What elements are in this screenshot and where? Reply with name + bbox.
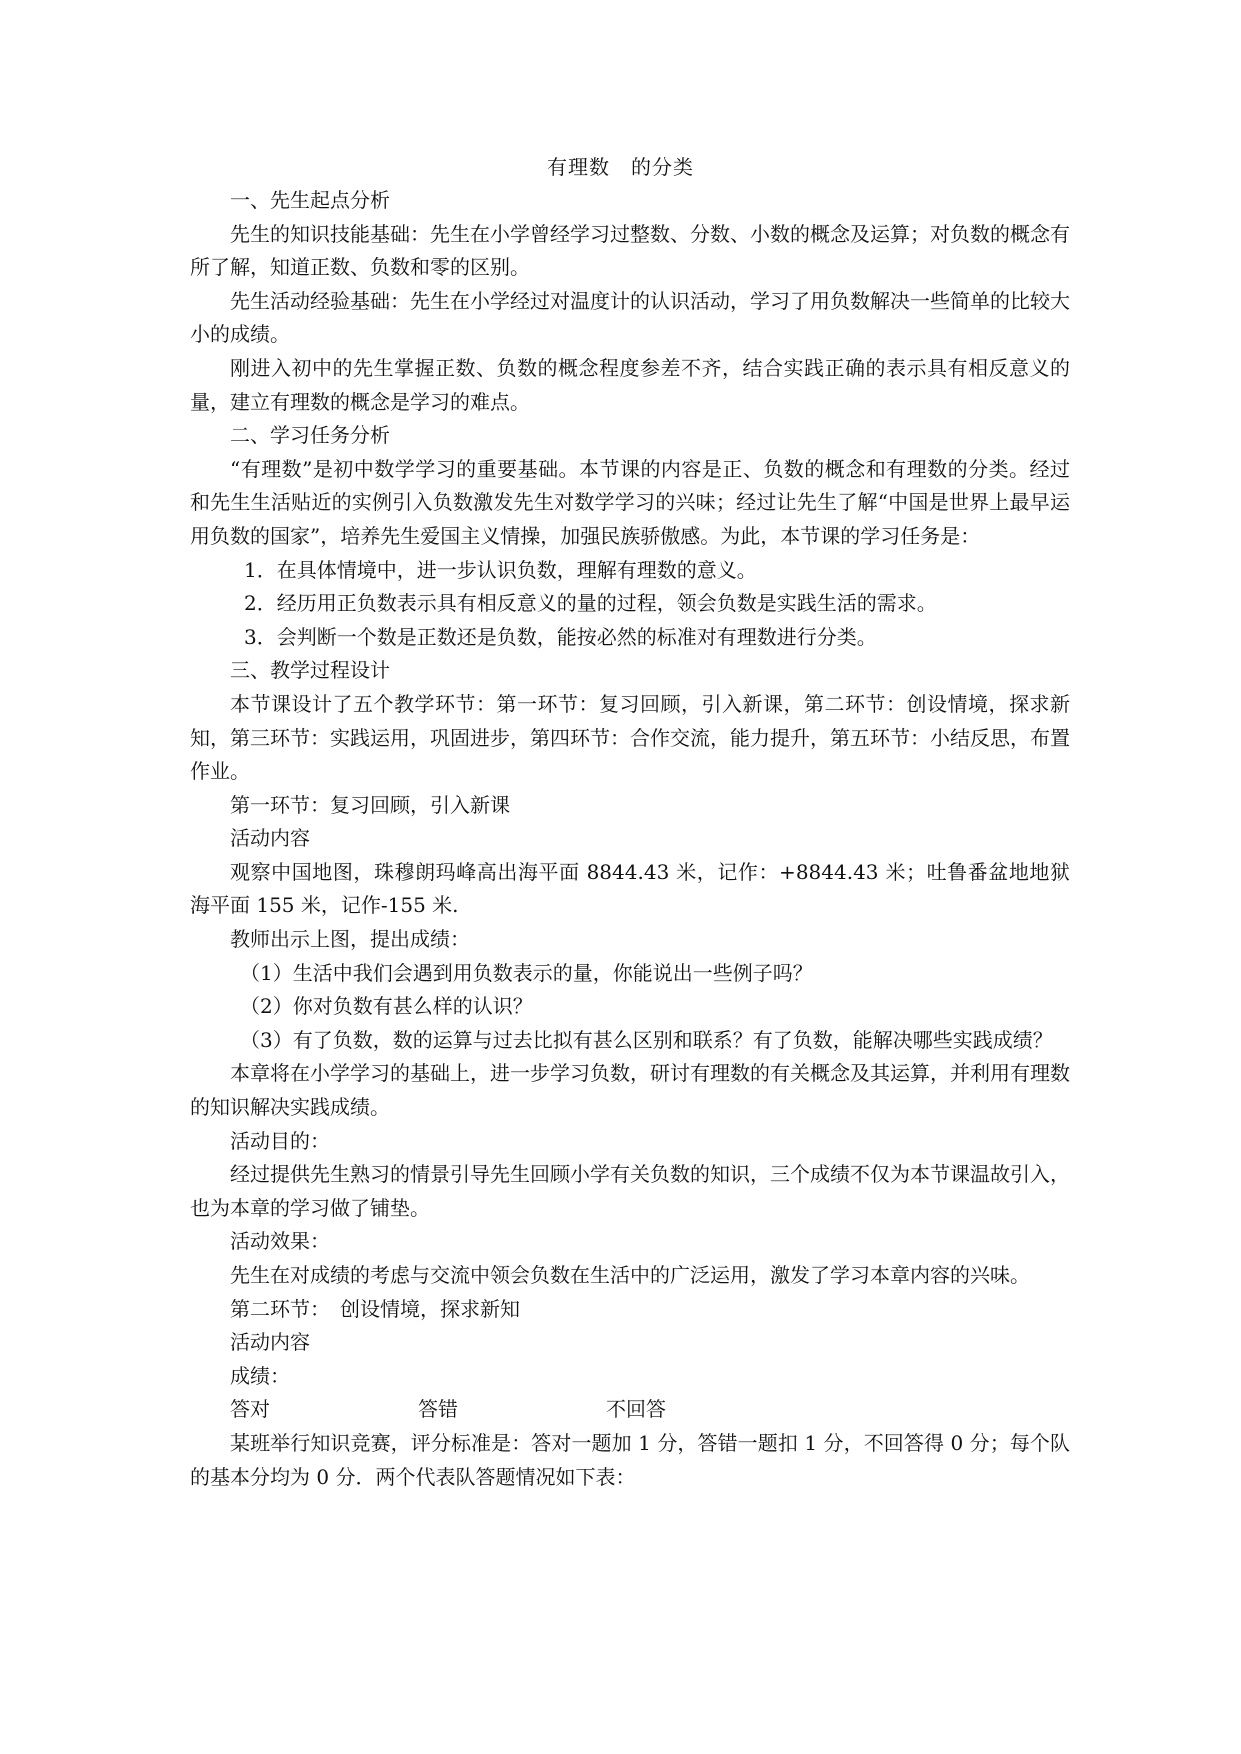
question-item: （2）你对负数有甚么样的认识？ <box>240 994 533 1019</box>
step-heading: 第一环节：复习回顾，引入新课 <box>230 792 510 817</box>
answer-options-row <box>190 1393 1070 1427</box>
list-item: 2．经历用正负数表示具有相反意义的量的过程，领会负数是实践生活的需求。 <box>244 591 937 616</box>
paragraph: 本节课设计了五个教学环节：第一环节：复习回顾，引入新课，第二环节：创设情境，探求新知，第三环节：实践运用，巩固进步，第四环节：合作交流，能力提升，第五环节：小结反思，布置作业。 <box>190 691 1070 784</box>
document-body <box>190 184 1070 1494</box>
question-item: （3）有了负数，数的运算与过去比拟有甚么区别和联系？有了负数，能解决哪些实践成绩？ <box>240 1027 1053 1052</box>
section-heading-3: 三、教学过程设计 <box>230 658 390 683</box>
paragraph: 观察中国地图，珠穆朗玛峰高出海平面 8844.43 米，记作：+8844.43 米；吐鲁番盆地地狱海平面 155 米，记作-155 米. <box>190 859 1070 918</box>
paragraph: “有理数”是初中数学学习的重要基础。本节课的内容是正、负数的概念和有理数的分类。经过和先生生活贴近的实例引入负数激发先生对数学学习的兴味；经过让先生了解“中国是世界上最早运用负数的国家”，培养先生爱国主义情操，加强民族骄傲感。为此，本节课的学习任务是： <box>190 456 1070 548</box>
subheading: 活动效果： <box>230 1229 330 1254</box>
paragraph: 某班举行知识竞赛，评分标准是：答对一题加 1 分，答错一题扣 1 分，不回答得 0 分；每个队的基本分均为 0 分．两个代表队答题情况如下表： <box>190 1430 1070 1489</box>
option-correct: 答对 <box>230 1397 270 1422</box>
list-item: 3．会判断一个数是正数还是负数，能按必然的标准对有理数进行分类。 <box>244 624 877 649</box>
subheading: 活动内容 <box>230 1330 310 1355</box>
paragraph: 教师出示上图，提出成绩： <box>230 927 470 952</box>
list-item: 1．在具体情境中，进一步认识负数，理解有理数的意义。 <box>244 557 757 582</box>
option-no-answer: 不回答 <box>606 1397 666 1422</box>
subheading: 成绩： <box>230 1363 290 1388</box>
paragraph: 先生的知识技能基础：先生在小学曾经学习过整数、分数、小数的概念及运算；对负数的概念有所了解，知道正数、负数和零的区别。 <box>190 221 1070 280</box>
subheading: 活动内容 <box>230 826 310 851</box>
page-title: 有理数 的分类 <box>547 155 694 179</box>
subheading: 活动目的： <box>230 1128 330 1153</box>
section-heading-1: 一、先生起点分析 <box>230 188 390 212</box>
paragraph: 刚进入初中的先生掌握正数、负数的概念程度参差不齐，结合实践正确的表示具有相反意义的量，建立有理数的概念是学习的难点。 <box>190 355 1070 414</box>
paragraph: 经过提供先生熟习的情景引导先生回顾小学有关负数的知识，三个成绩不仅为本节课温故引入，也为本章的学习做了铺垫。 <box>190 1162 1070 1220</box>
section-heading-2: 二、学习任务分析 <box>230 423 390 448</box>
option-wrong: 答错 <box>418 1397 458 1422</box>
step-heading: 第二环节： 创设情境，探求新知 <box>230 1296 520 1321</box>
question-item: （1）生活中我们会遇到用负数表示的量，你能说出一些例子吗？ <box>240 960 813 985</box>
paragraph: 先生在对成绩的考虑与交流中领会负数在生活中的广泛运用，激发了学习本章内容的兴味。 <box>230 1263 1030 1287</box>
paragraph: 先生活动经验基础：先生在小学经过对温度计的认识活动，学习了用负数解决一些简单的比较大小的成绩。 <box>190 288 1070 347</box>
paragraph: 本章将在小学学习的基础上，进一步学习负数，研讨有理数的有关概念及其运算，并利用有理数的知识解决实践成绩。 <box>190 1061 1070 1120</box>
